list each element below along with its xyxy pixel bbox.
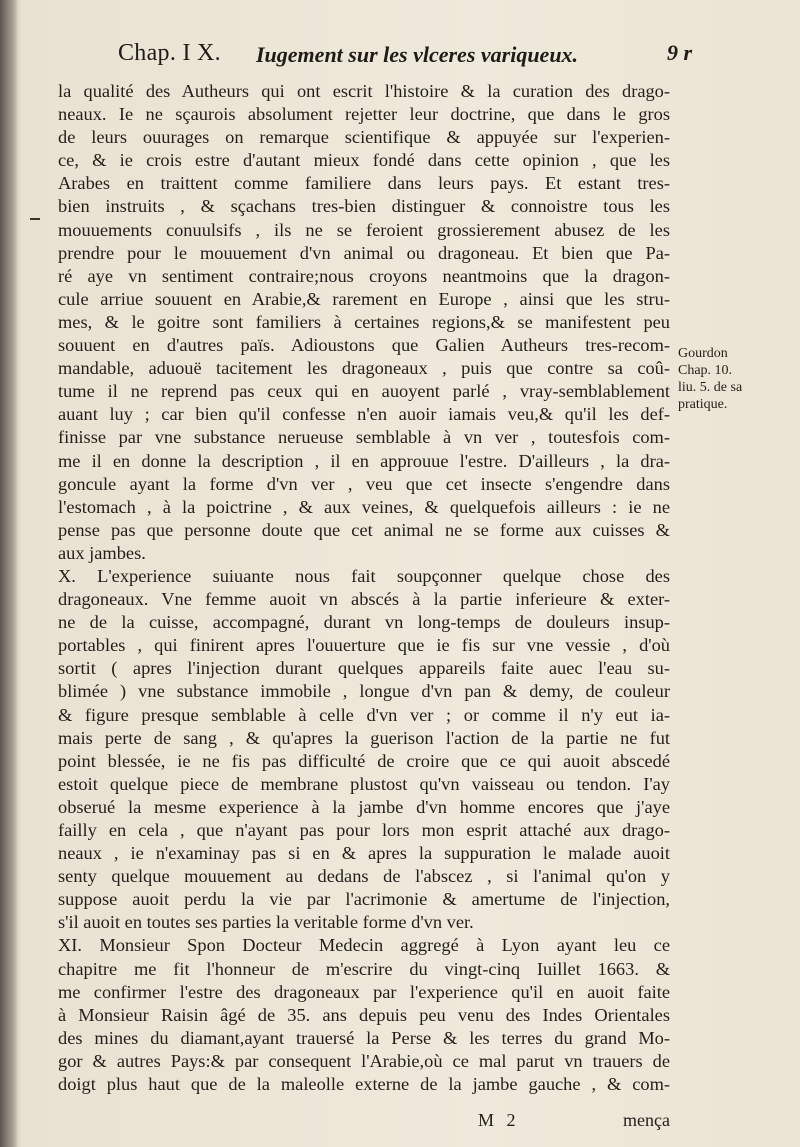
text-line: sortit ( apres l'injection durant quelques appareils faite auec l'eau su- [58, 658, 670, 679]
text-line: mandable, aduouë tacitement les dragoneaux , puis que contre sa coû- [58, 358, 670, 379]
text-line: finisse par vne substance nerueuse semblable à vn ver , toutesfois com- [58, 427, 670, 448]
page-spine-shadow [0, 0, 18, 1147]
margin-note-line: Gourdon [678, 346, 728, 361]
catchword: mença [623, 1110, 670, 1130]
text-line: neaux. Ie ne sçaurois absolument rejetter leur doctrine, que dans le gros [58, 104, 670, 125]
text-line: la qualité des Autheurs qui ont escrit l'histoire & la curation des drago- [58, 81, 670, 101]
text-line: me confirmer l'estre des dragoneaux par l'experience qu'il en auoit faite [58, 981, 670, 1002]
text-line: l'estomach , à la poictrine , & aux veines, & quelquefois ailleurs : ie ne [58, 496, 670, 517]
text-line: de leurs ouurages on remarque scientifique & appuyée sur l'experien- [58, 127, 670, 148]
text-line: auant luy ; car bien qu'il confesse n'en auoir iamais veu,& qu'il les def- [58, 404, 670, 425]
text-line: dragoneaux. Vne femme auoit vn abscés à la partie inferieure & exter- [58, 589, 670, 610]
margin-note-line: pratique. [678, 397, 728, 412]
text-line: estoit quelque piece de membrane plustost qu'vn vaisseau ou tendon. I'ay [58, 773, 670, 794]
text-line: senty quelque mouuement au dedans de l'abscez , si l'animal qu'on y [58, 866, 670, 887]
text-line: chapitre me fit l'honneur de m'escrire du vingt-cinq Iuillet 1663. & [58, 958, 670, 979]
text-line: pense pas que personne doute que cet animal ne se forme aux cuisses & [58, 519, 670, 540]
text-line: des mines du diamant,ayant trauersé la Perse & les terres du grand Mo- [58, 1027, 670, 1048]
text-line: cule arriue souuent en Arabie,& rarement en Europe , ainsi que les stru- [58, 288, 670, 309]
text-line: bien instruits , & sçachans tres-bien distinguer & connoistre tous les [58, 196, 670, 217]
text-line: mouuements conuulsifs , ils ne se feroient grossierement abusez de les [58, 219, 670, 240]
text-line: à Monsieur Raisin âgé de 35. ans depuis peu venu des Indes Orientales [58, 1004, 670, 1025]
text-line: souuent en d'autres païs. Adioustons que Galien Autheurs tres-recom- [58, 335, 670, 356]
text-line: aux jambes. [58, 542, 146, 563]
text-line: obserué la mesme experience à la jambe d'vn homme encores que j'aye [58, 796, 670, 817]
page-number: 9 r [666, 40, 692, 65]
text-line: & figure presque semblable à celle d'vn ver ; or comme il n'y eut ia- [58, 704, 670, 725]
text-line: X. L'experience suiuante nous fait soupçonner quelque chose des [58, 565, 670, 586]
text-line: mais perte de sang , & qu'apres la guerison l'action de la partie ne fut [58, 727, 670, 748]
margin-note-line: liu. 5. de sa [678, 380, 743, 395]
margin-mark [30, 218, 40, 220]
margin-note [678, 345, 778, 413]
text-line: neaux , ie n'examinay pas si en & apres la suppuration le malade auoit [58, 843, 670, 864]
text-line: ce, & ie crois estre d'autant mieux fondé dans cette opinion , que les [58, 150, 670, 171]
text-line: ne de la cuisse, accompagné, durant vn long-temps de douleurs insup- [58, 612, 670, 633]
text-line: doigt plus haut que de la maleolle externe de la jambe gauche , & com- [58, 1074, 670, 1095]
page-footer [448, 1110, 678, 1136]
text-line: blimée ) vne substance immobile , longue d'vn pan & demy, de couleur [58, 681, 670, 702]
signature-mark: M 2 [478, 1110, 520, 1130]
text-line: tume il ne reprend pas ceux qui en auoyent parlé , vray-semblablement [58, 381, 670, 402]
text-line: mes, & le goitre sont familiers à certaines regions,& se manifestent peu [58, 311, 670, 332]
body-text [58, 80, 670, 1096]
text-line: suppose auoit perdu la vie par l'acrimonie & amertume de l'injection, [58, 889, 670, 910]
text-line: goncule ayant la forme d'vn ver , veu que cet insecte s'engendre dans [58, 473, 670, 494]
text-line: prendre pour le mouuement d'vn animal ou dragoneau. Et bien que Pa- [58, 242, 670, 263]
text-line: failly en cela , que n'ayant pas pour lors mon esprit attaché aux drago- [58, 820, 670, 840]
text-line: gor & autres Pays:& par consequent l'Arabie,où ce mal parut vn trauers de [58, 1050, 670, 1071]
text-line: Arabes en traittent comme familiere dans leurs pays. Et estant tres- [58, 173, 670, 194]
margin-note-line: Chap. 10. [678, 363, 733, 378]
text-line: ré aye vn sentiment contraire;nous croyons neantmoins que la dragon- [58, 265, 670, 286]
text-line: point blessée, ie ne fis pas difficulté de croire que ce qui auoit abscedé [58, 750, 670, 771]
running-title: Iugement sur les vlceres variqueux. [256, 42, 579, 67]
chapter-label: Chap. I X. [118, 40, 221, 66]
text-line: me il en donne la description , il en approuue l'estre. D'ailleurs , la dra- [58, 450, 670, 471]
text-line: XI. Monsieur Spon Docteur Medecin aggregé à Lyon ayant leu ce [58, 935, 670, 956]
text-line: portables , qui finirent apres l'ouuerture que ie fis sur vne vessie , d'où [58, 635, 670, 656]
text-line: s'il auoit en toutes ses parties la veritable forme d'vn ver. [58, 912, 474, 933]
running-header [118, 40, 692, 80]
